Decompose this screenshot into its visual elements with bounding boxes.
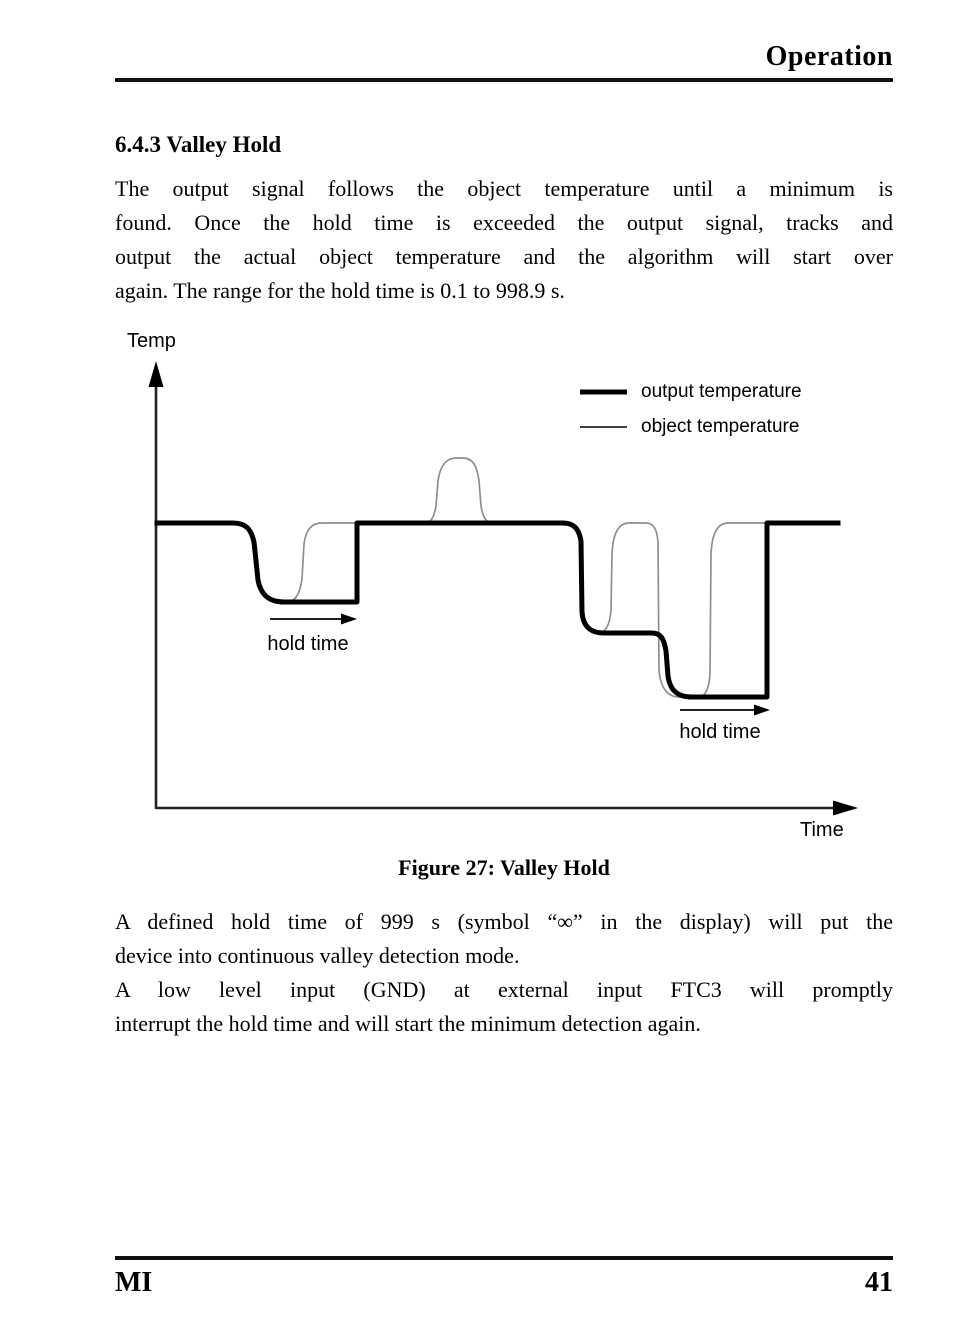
valley-hold-diagram (120, 330, 880, 850)
figure-caption: Figure 27: Valley Hold (398, 855, 610, 880)
paragraph-1 (115, 172, 893, 308)
paragraph-line: A low level input (GND) at external input FTC3 will promptly (115, 977, 893, 1002)
legend-entry-output-temperature: output temperature (641, 381, 802, 402)
hold-time-arrowhead-1 (341, 614, 357, 625)
header-rule (115, 78, 893, 82)
hold-time-arrowhead-2 (754, 705, 770, 716)
paragraph-line: output the actual object temperature and the algorithm will start over (115, 244, 893, 269)
paragraph-2 (115, 905, 893, 973)
paragraph-line: interrupt the hold time and will start the minimum detection again. (115, 1011, 701, 1036)
y-axis-label: Temp (127, 330, 176, 352)
hold-time-label-2: hold time (679, 721, 761, 743)
footer-doc-id: MI (115, 1267, 153, 1298)
figure-valley-hold (120, 325, 880, 855)
y-axis-arrowhead (149, 361, 164, 387)
paragraph-line: The output signal follows the object temperature until a minimum is (115, 176, 893, 201)
x-axis-arrowhead (833, 801, 858, 816)
object-temperature-line (157, 458, 767, 697)
legend-entry-object-temperature: object temperature (641, 416, 800, 437)
paragraph-line: found. Once the hold time is exceeded the output signal, tracks and (115, 210, 893, 235)
section-heading: 6.4.3 Valley Hold (115, 132, 282, 157)
hold-time-label-1: hold time (267, 633, 349, 655)
paragraph-3 (115, 973, 893, 1041)
footer-page-number: 41 (865, 1267, 893, 1298)
page-title: Operation (765, 41, 893, 72)
paragraph-line: A defined hold time of 999 s (symbol “∞” in the display) will put the (115, 909, 893, 934)
x-axis-label: Time (800, 819, 844, 841)
paragraph-line: device into continuous valley detection mode. (115, 943, 520, 968)
output-temperature-line (157, 523, 838, 697)
footer (115, 1266, 893, 1300)
footer-rule (115, 1256, 893, 1260)
paragraph-line: again. The range for the hold time is 0.1 to 998.9 s. (115, 278, 565, 303)
